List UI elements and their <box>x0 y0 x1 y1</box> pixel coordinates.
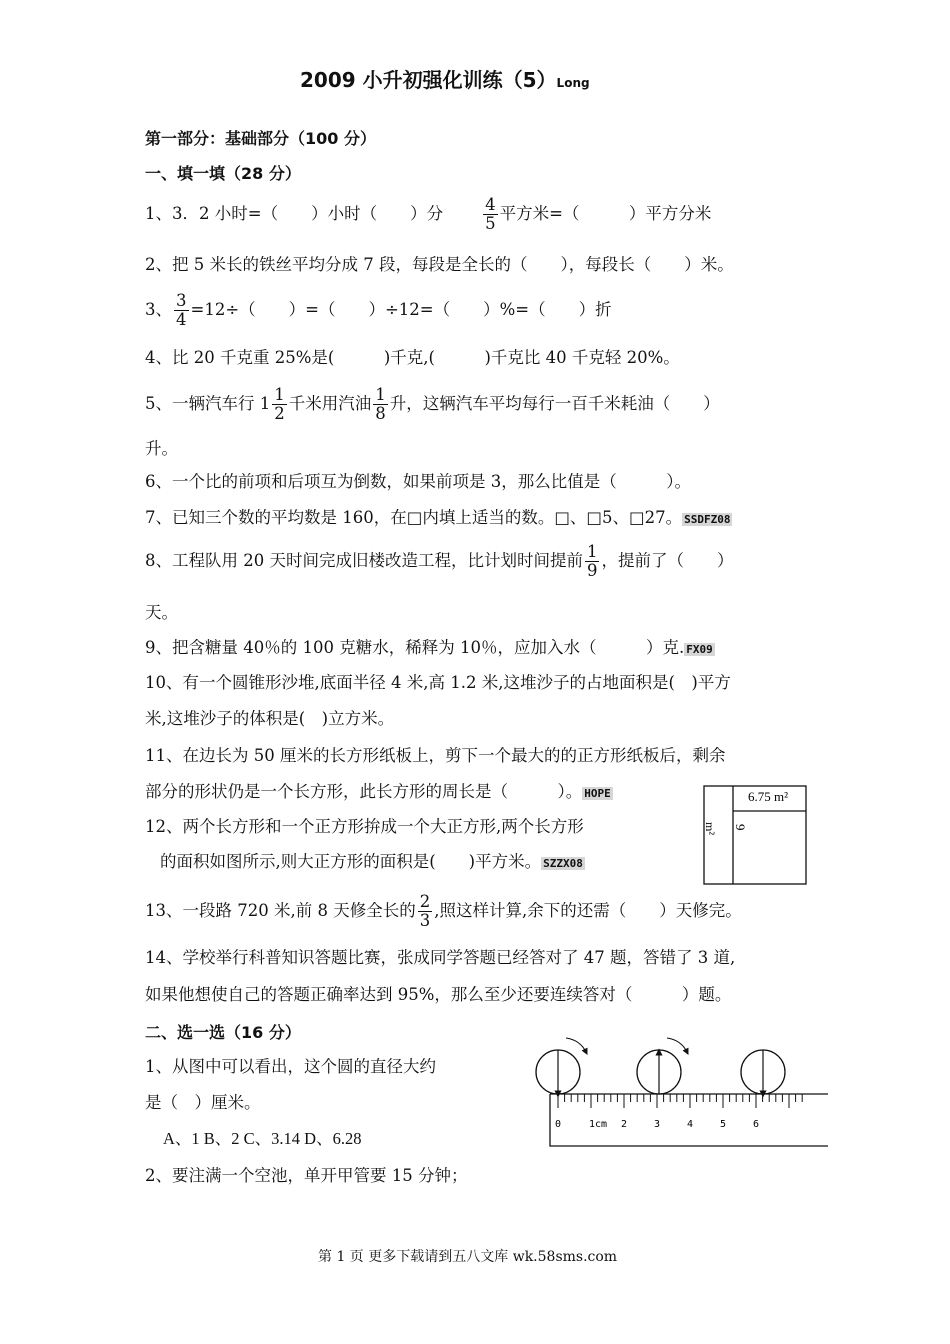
q7-tag: SSDFZ08 <box>684 513 731 526</box>
q3-prefix: 3、 <box>145 300 172 319</box>
q3-fraction: $\frac{3}{4}$ <box>176 291 187 329</box>
question-8 <box>145 543 733 580</box>
ruler-label: 3 <box>654 1119 661 1130</box>
q5-text-c: 升，这辆汽车平均每行一百千米耗油（ ） <box>389 394 720 413</box>
ruler-label: 1cm <box>589 1119 608 1130</box>
circle-3 <box>741 1050 785 1094</box>
question-14: 14、学校举行科普知识答题比赛，张成同学答题已经答对了 47 题，答错了 3 道, <box>145 948 736 967</box>
section-heading-1: 一、填一填（28 分） <box>145 164 301 183</box>
q1-text-a: 1、3．2 小时=（ ）小时（ ）分 <box>145 204 444 223</box>
section-heading-2: 二、选一选（16 分） <box>145 1023 301 1042</box>
title-main: 2009 小升初强化训练（5） <box>300 68 557 92</box>
q11-tag: HOPE <box>584 787 611 800</box>
q5-fraction-1: $\frac{1}{2}$ <box>274 385 285 423</box>
q1-fraction: $\frac{4}{5}$ <box>485 195 496 233</box>
q12-tag: SZZX08 <box>543 857 583 870</box>
question-10-cont: 米,这堆沙子的体积是( )立方米。 <box>145 709 395 728</box>
q7-text: 7、已知三个数的平均数是 160，在□内填上适当的数。□、□5、□27。 <box>145 508 683 527</box>
ruler-label: 6 <box>753 1119 760 1130</box>
part-heading: 第一部分：基础部分（100 分） <box>145 129 376 148</box>
q12-label-side-9: 9 <box>733 824 748 831</box>
question-10: 10、有一个圆锥形沙堆,底面半径 4 米,高 1.2 米,这堆沙子的占地面积是( )平方 <box>145 673 731 692</box>
ruler-label: 0 <box>555 1119 562 1130</box>
ruler-label: 5 <box>720 1119 727 1130</box>
q11-text: 部分的形状仍是一个长方形，此长方形的周长是（ ）。 <box>145 782 583 801</box>
question-1 <box>145 196 711 233</box>
question-5 <box>145 386 720 423</box>
q3-text: =12÷（ ）=（ ）÷12=（ ）%=（ ）折 <box>190 300 612 319</box>
q12-label-top: 6.75 m² <box>748 789 789 804</box>
ruler-label: 4 <box>687 1119 694 1130</box>
question-4: 4、比 20 千克重 25%是( )千克,( )千克比 40 千克轻 20%。 <box>145 348 680 367</box>
q9-tag: FX09 <box>686 643 713 656</box>
page-footer: 第 1 页 更多下载请到五八文库 wk.58sms.com <box>318 1249 618 1265</box>
q1-text-b: 平方米=（ ）平方分米 <box>499 204 712 223</box>
question-13 <box>145 893 742 930</box>
q5-text-a: 5、一辆汽车行 1 <box>145 394 271 413</box>
q8-text-b: ，提前了（ ） <box>601 551 734 570</box>
question-12-cont <box>160 851 585 875</box>
q13-fraction: $\frac{2}{3}$ <box>419 892 431 930</box>
question-3 <box>145 292 612 329</box>
title-suffix: Long <box>556 76 590 90</box>
s2-question-1-options: A、1 B、2 C、3.14 D、6.28 <box>163 1129 362 1148</box>
q9-text: 9、把含糖量 40％的 100 克糖水，稀释为 10％，应加入水（ ）克. <box>145 638 685 657</box>
question-12: 12、两个长方形和一个正方形拚成一个大正方形,两个长方形 <box>145 817 584 836</box>
s2-question-1-cont: 是（ ）厘米。 <box>145 1093 261 1112</box>
question-9 <box>145 637 715 661</box>
question-2: 2、把 5 米长的铁丝平均分成 7 段，每段是全长的（ ），每段长（ ）米。 <box>145 255 734 274</box>
ruler-label: 2 <box>621 1119 628 1130</box>
q12-text: 的面积如图所示,则大正方形的面积是( )平方米。 <box>160 852 542 871</box>
page-title <box>300 64 590 93</box>
q12-square-figure <box>700 784 810 888</box>
question-11-cont <box>145 781 613 805</box>
circle-1 <box>536 1038 586 1094</box>
ruler-figure <box>528 1030 830 1152</box>
question-6: 6、一个比的前项和后项互为倒数，如果前项是 3，那么比值是（ ）。 <box>145 472 691 491</box>
q5-text-b: 千米用汽油 <box>288 394 372 413</box>
question-8-cont: 天。 <box>145 603 178 622</box>
q13-text-b: ,照这样计算,余下的还需（ ）天修完。 <box>434 901 742 920</box>
ruler-ticks <box>558 1094 802 1108</box>
question-14-cont: 如果他想使自己的答题正确率达到 95%，那么至少还要连续答对（ ）题。 <box>145 985 732 1004</box>
q5-fraction-2: $\frac{1}{8}$ <box>375 385 386 423</box>
s2-question-1: 1、从图中可以看出，这个圆的直径大约 <box>145 1057 436 1076</box>
s2-question-2: 2、要注满一个空池，单开甲管要 15 分钟； <box>145 1166 468 1185</box>
question-7 <box>145 507 732 531</box>
circle-2 <box>637 1038 687 1094</box>
q12-label-side-unit: m² <box>703 822 717 835</box>
question-11: 11、在边长为 50 厘米的长方形纸板上，剪下一个最大的的正方形纸板后，剩余 <box>145 746 726 765</box>
q8-fraction: $\frac{1}{9}$ <box>586 542 598 580</box>
q8-text-a: 8、工程队用 20 天时间完成旧楼改造工程，比计划时间提前 <box>145 551 583 570</box>
q13-text-a: 13、一段路 720 米,前 8 天修全长的 <box>145 901 416 920</box>
question-5-cont: 升。 <box>145 439 178 458</box>
